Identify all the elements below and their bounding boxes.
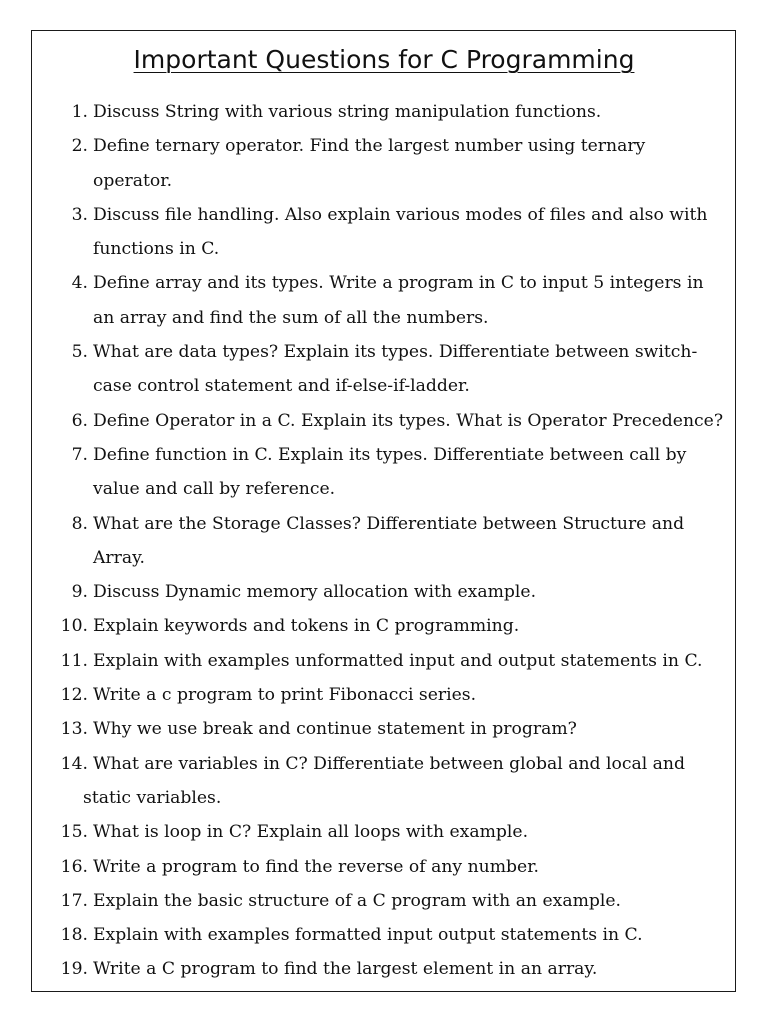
question-number: 4. [71,273,88,294]
question-number: 1. [71,102,88,122]
question-number: 10. [60,616,88,637]
question-text [93,198,723,267]
question-item [0,438,768,507]
question-number: 15. [60,822,88,843]
question-line: Discuss Dynamic memory allocation with example. [93,582,537,603]
question-line: Define function in C. Explain its types. Differentiate between call by [93,444,687,465]
question-item [0,952,768,986]
question-text [93,712,723,746]
question-text [93,644,723,678]
question-number: 16. [60,856,88,877]
question-text [93,129,723,198]
question-continuation-line: an array and find the sum of all the numbers. [93,307,489,328]
question-item [0,884,768,918]
question-number: 18. [60,925,88,946]
question-text [93,266,723,335]
question-line: Write a C program to find the largest element in an array. [93,959,598,980]
question-item [0,404,768,438]
question-item [0,918,768,952]
question-line: What are the Storage Classes? Differentiate between Structure and [93,513,685,534]
question-text [93,404,723,438]
question-continuation-line: Array. [93,547,145,568]
question-item [0,335,768,404]
question-text [93,507,723,576]
question-line: Explain with examples formatted input output statements in C. [93,925,643,946]
question-item [0,747,768,816]
question-number: 2. [71,136,88,157]
question-number: 8. [71,513,88,534]
question-item [0,266,768,335]
question-line: Explain keywords and tokens in C programming. [93,616,520,637]
question-number: 14. [60,753,88,774]
question-line: Discuss file handling. Also explain various modes of files and also with [93,204,708,225]
question-line: Define array and its types. Write a program in C to input 5 integers in [93,273,704,294]
question-line: Define ternary operator. Find the largest number using ternary [93,136,646,157]
question-text [93,884,723,918]
question-item [0,129,768,198]
question-item [0,198,768,267]
question-text [83,747,723,816]
question-item [0,815,768,849]
question-text [93,575,723,609]
question-text [93,438,723,507]
question-text [93,335,723,404]
question-line: Explain the basic structure of a C program with an example. [93,890,622,911]
question-item [0,712,768,746]
question-item [0,575,768,609]
question-number: 7. [71,444,88,465]
question-line: Write a program to find the reverse of any number. [93,856,539,877]
question-number: 6. [71,410,88,431]
question-item [0,507,768,576]
question-text [93,850,723,884]
question-item [0,678,768,712]
question-line: What are variables in C? Differentiate between global and local and [93,753,685,774]
question-line: Discuss String with various string manipulation functions. [93,102,602,122]
question-text [93,678,723,712]
question-number: 13. [60,719,88,740]
question-continuation-line: operator. [93,170,173,191]
question-line: Write a c program to print Fibonacci series. [93,685,477,706]
question-continuation-line: case control statement and if-else-if-ladder. [93,376,470,397]
question-number: 12. [60,685,88,706]
question-continuation-line: functions in C. [93,239,220,260]
question-item [0,644,768,678]
question-line: What is loop in C? Explain all loops with example. [93,822,529,843]
question-number: 3. [71,204,88,225]
question-line: What are data types? Explain its types. Differentiate between switch- [93,342,698,363]
question-text [93,952,723,986]
question-text [93,609,723,643]
question-text [93,95,723,129]
question-item [0,95,768,129]
question-line: Explain with examples unformatted input and output statements in C. [93,650,703,671]
question-item [0,850,768,884]
question-text [93,918,723,952]
question-line: Why we use break and continue statement in program? [93,719,577,740]
question-list [0,95,768,987]
question-number: 19. [60,959,88,980]
question-text [93,815,723,849]
question-number: 9. [71,582,88,603]
question-continuation-line: value and call by reference. [93,479,336,500]
question-item [0,609,768,643]
question-number: 17. [60,890,88,911]
document-title: Important Questions for C Programming [133,45,635,74]
question-number: 11. [60,650,88,671]
question-line: Define Operator in a C. Explain its types. What is Operator Precedence? [93,410,724,431]
question-continuation-line: static variables. [83,787,222,808]
question-number: 5. [71,342,88,363]
